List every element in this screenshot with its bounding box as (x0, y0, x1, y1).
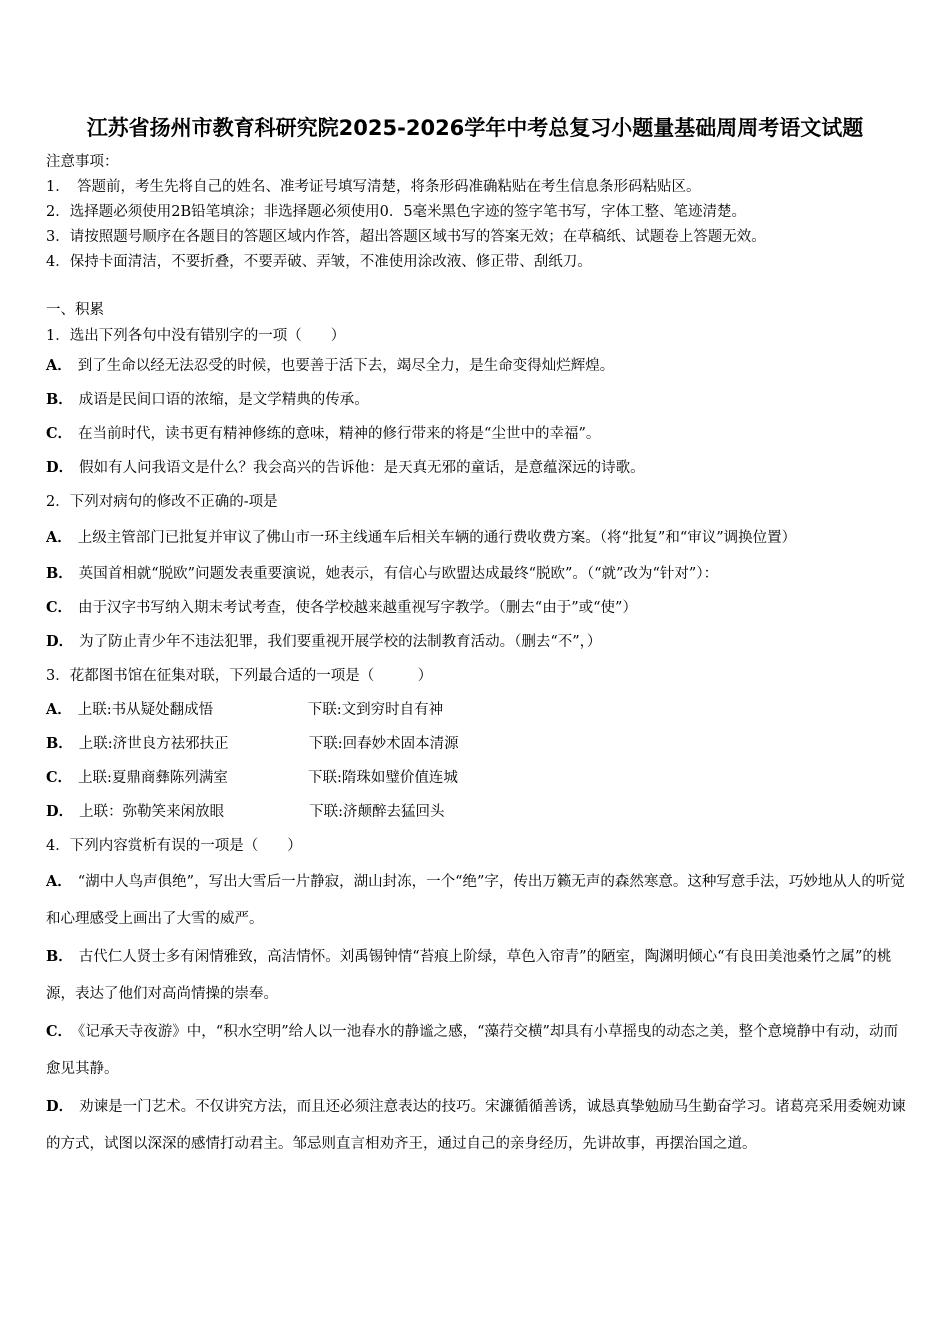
option-label: D． (46, 459, 74, 476)
question-2-stem: 2．下列对病句的修改不正确的-项是 (46, 494, 278, 510)
option-text: 英国首相就“脱欧”问题发表重要演说，她表示，有信心与欧盟达成最终“脱欧”。（“就”改为“针对”）： (78, 566, 719, 582)
question-3-option-b (46, 727, 908, 761)
notice-heading: 注意事项： (46, 154, 119, 170)
couplet-lower: 下联:济颠醉去猛回头 (309, 804, 445, 820)
question-1-option-d (46, 451, 908, 485)
option-label: B． (46, 948, 73, 965)
question-2-option-d (46, 625, 908, 659)
notice-item-2: 2．选择题必须使用2B铅笔填涂；非选择题必须使用0．5毫米黑色字迹的签字笔书写，字体工整、笔迹清楚。 (46, 204, 747, 220)
question-3-stem: 3．花都图书馆在征集对联，下列最合适的一项是（ ） (46, 668, 433, 684)
option-label: B． (46, 391, 73, 408)
question-3-option-d (46, 795, 908, 829)
question-3-option-c (46, 761, 908, 795)
question-2-option-c (46, 591, 908, 625)
question-4-option-a (46, 863, 908, 938)
option-label: A． (46, 529, 72, 546)
questions-section (46, 298, 908, 1163)
question-1-option-a (46, 349, 908, 383)
option-label: A． (46, 357, 72, 374)
option-label: A． (46, 701, 72, 718)
question-4-option-c (46, 1013, 908, 1088)
option-label: C． (46, 599, 73, 616)
option-label: D． (46, 803, 74, 820)
option-text: 在当前时代，读书更有精神修练的意味，精神的修行带来的将是“尘世中的幸福”。 (78, 426, 601, 442)
option-label: D． (46, 1098, 74, 1115)
couplet-lower: 下联:回春妙术固本清源 (308, 736, 459, 752)
couplet-upper: 上联:济世良方祛邪扶正 (78, 736, 229, 752)
option-label: C． (46, 769, 73, 786)
question-4-stem: 4．下列内容赏析有误的一项是（ ） (46, 838, 302, 854)
question-2-option-a (46, 519, 908, 557)
option-text: 假如有人问我语文是什么？我会高兴的告诉他：是天真无邪的童话，是意蕴深远的诗歌。 (79, 460, 645, 476)
question-3-option-a (46, 693, 908, 727)
question-2-option-b (46, 557, 908, 591)
question-4-option-d (46, 1088, 908, 1163)
question-1-option-b (46, 383, 908, 417)
notice-item-4: 4．保持卡面清洁，不要折叠，不要弄破、弄皱，不准使用涂改液、修正带、刮纸刀。 (46, 254, 592, 270)
option-text: “湖中人鸟声俱绝”，写出大雪后一片静寂，湖山封冻，一个“绝”字，传出万籁无声的森然寒意。这种写意手法，巧妙地从人的听觉和心理感受上画出了大雪的威严。 (46, 874, 905, 927)
question-4-option-b (46, 938, 908, 1013)
option-label: B． (46, 735, 73, 752)
option-label: B． (46, 565, 73, 582)
couplet-lower: 下联:文到穷时自有神 (307, 702, 444, 718)
couplet-upper: 上联:书从疑处翻成悟 (77, 702, 214, 718)
option-text: 古代仁人贤士多有闲情雅致，高洁情怀。刘禹锡钟情“苔痕上阶绿，草色入帘青”的陋室，陶渊明倾心“有良田美池桑竹之属”的桃源，表达了他们对高尚情操的崇奉。 (46, 949, 892, 1002)
option-text: 《记承天寺夜游》中，“积水空明”给人以一池春水的静谧之感，“藻荇交横”却具有小草摇曳的动态之美，整个意境静中有动，动而愈见其静。 (46, 1024, 898, 1077)
option-label: D． (46, 633, 74, 650)
option-label: C． (46, 1023, 73, 1040)
option-label: C． (46, 425, 73, 442)
section-heading: 一、积累 (46, 302, 104, 318)
notice-item-1: 1． 答题前，考生先将自己的姓名、准考证号填写清楚，将条形码准确粘贴在考生信息条形码粘贴区。 (46, 179, 701, 195)
couplet-upper: 上联：弥勒笑来闲放眼 (79, 804, 225, 820)
exam-title: 江苏省扬州市教育科研究院2025-2026学年中考总复习小题量基础周周考语文试题 (86, 116, 864, 140)
option-text: 上级主管部门已批复并审议了佛山市一环主线通车后相关车辆的通行费收费方案。（将“批复”和“审议”调换位置） (77, 530, 797, 546)
option-text: 为了防止青少年不违法犯罪，我们要重视开展学校的法制教育活动。（删去“不”，） (79, 634, 602, 650)
option-text: 劝谏是一门艺术。不仅讲究方法，而且还必须注意表达的技巧。宋濂循循善诱，诚恳真挚勉励马生勤奋学习。诸葛亮采用委婉劝谏的方式，试图以深深的感情打动君主。邹忌则直言相劝齐王，通过自己的亲身经历，先讲故事，再摆治国之道。 (46, 1099, 906, 1152)
question-1-stem: 1．选出下列各句中没有错别字的一项（ ） (46, 328, 346, 344)
notice-section (46, 150, 908, 275)
notice-item-3: 3．请按照题号顺序在各题目的答题区域内作答，超出答题区域书写的答案无效；在草稿纸、试题卷上答题无效。 (46, 229, 766, 245)
option-label: A． (46, 873, 72, 890)
option-text: 成语是民间口语的浓缩，是文学精典的传承。 (78, 392, 369, 408)
option-text: 由于汉字书写纳入期末考试考查，使各学校越来越重视写字教学。（删去“由于”或“使”） (78, 600, 637, 616)
question-1-option-c (46, 417, 908, 451)
option-text: 到了生命以经无法忍受的时候，也要善于活下去，竭尽全力，是生命变得灿烂辉煌。 (77, 358, 615, 374)
couplet-upper: 上联:夏鼎商彝陈列满室 (78, 770, 228, 786)
couplet-lower: 下联:隋珠如璧价值连城 (308, 770, 458, 786)
